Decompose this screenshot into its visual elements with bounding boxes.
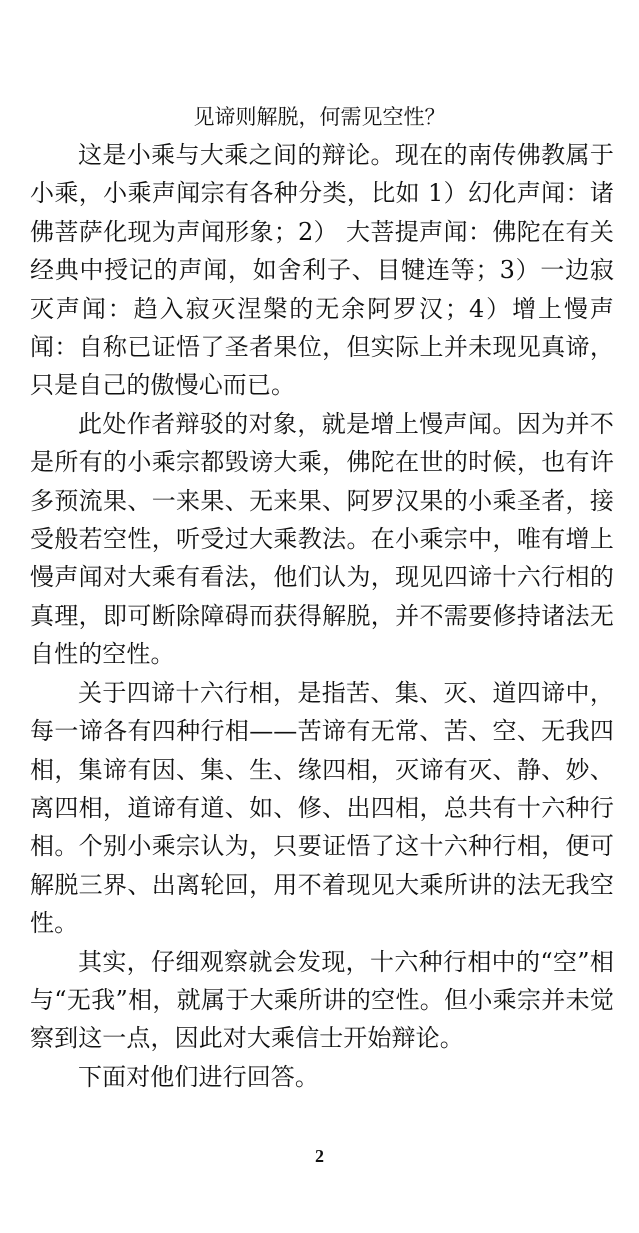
page-number: 2 — [315, 1146, 324, 1166]
paragraph-1: 这是小乘与大乘之间的辩论。现在的南传佛教属于小乘，小乘声闻宗有各种分类，比如 1）幻化声闻：诸佛菩萨化现为声闻形象；2） 大菩提声闻：佛陀在有关经典中授记的声闻，如舍利子、目犍连等；3）一边寂灭声闻：趋入寂灭涅槃的无余阿罗汉；4）增上慢声闻：自称已证悟了圣者果位，但实际上并未现见真谛，只是自己的傲慢心而已。 — [30, 141, 614, 400]
paragraph-5: 下面对他们进行回答。 — [78, 1062, 319, 1091]
paragraph-4: 其实，仔细观察就会发现，十六种行相中的“空”相与“无我”相，就属于大乘所讲的空性。但小乘宗并未觉察到这一点，因此对大乘信士开始辩论。 — [30, 947, 614, 1053]
paragraph-2: 此处作者辩驳的对象，就是增上慢声闻。因为并不是所有的小乘宗都毁谤大乘，佛陀在世的时候，也有许多预流果、一来果、无来果、阿罗汉果的小乘圣者，接受般若空性，听受过大乘教法。在小乘宗中，唯有增上慢声闻对大乘有看法，他们认为，现见四谛十六行相的真理，即可断除障碍而获得解脱，并不需要修持诸法无自性的空性。 — [30, 409, 614, 669]
body-text — [30, 136, 614, 1096]
paragraph-3: 关于四谛十六行相，是指苦、集、灭、道四谛中，每一谛各有四种行相——苦谛有无常、苦、空、无我四相，集谛有因、集、生、缘四相，灭谛有灭、静、妙、离四相，道谛有道、如、修、出四相，总共有十六种行相。个别小乘宗认为，只要证悟了这十六种行相，便可解脱三界、出离轮回，用不着现见大乘所讲的法无我空性。 — [30, 678, 614, 938]
section-title: 见谛则解脱，何需见空性？ — [193, 105, 446, 129]
